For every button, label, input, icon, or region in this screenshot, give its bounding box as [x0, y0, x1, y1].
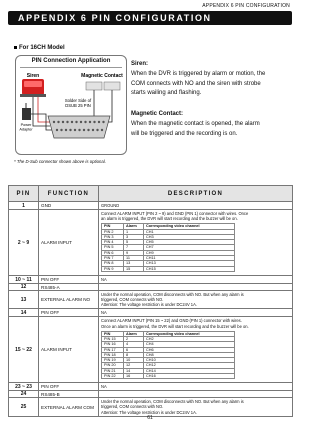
- table-row: [9, 210, 293, 276]
- alarm-channel-cell: CH1: [144, 229, 235, 234]
- pin-cell: 23 ~ 23: [9, 383, 39, 391]
- description-cell: [99, 309, 293, 317]
- function-cell: RS485-A: [39, 284, 99, 291]
- table-row: [9, 317, 293, 383]
- alarm-channel-row: [102, 373, 235, 378]
- alarm-channel-cell: CH13: [144, 261, 235, 266]
- table-row: [9, 275, 293, 283]
- alarm-channel-header-cell: Corresponding video channel: [144, 224, 235, 229]
- alarm-channel-header-cell: PIN: [102, 331, 124, 336]
- alarm-channel-cell: PIN 5: [102, 245, 124, 250]
- pin-connection-diagram: [15, 55, 127, 155]
- siren-icon: [20, 79, 46, 97]
- magnetic-label: Magnetic Contact: [81, 73, 123, 79]
- alarm-channel-cell: PIN 4: [102, 240, 124, 245]
- alarm-channel-cell: 5: [124, 240, 144, 245]
- function-cell: PIN OFF: [39, 309, 99, 317]
- description-line: Once an alarm is triggered, the DVR will start recording and the buzzer will be on.: [101, 323, 249, 329]
- bullet-icon: [14, 46, 17, 49]
- alarm-channel-cell: 9: [124, 250, 144, 255]
- description-cell: [99, 275, 293, 283]
- magnetic-contact-icon: [86, 82, 120, 90]
- alarm-channel-cell: PIN 9: [102, 266, 124, 271]
- alarm-channel-cell: CH5: [144, 240, 235, 245]
- description-line: Connect ALARM INPUT (PIN 15 ~ 22) and GND (PIN 1) connector with wires.: [101, 318, 242, 324]
- description-cell: [99, 317, 293, 383]
- alarm-channel-cell: 16: [124, 373, 144, 378]
- description-line: Connect ALARM INPUT (PIN 2 ~ 9) and GND (PIN 1) connector with wires. Once: [101, 211, 249, 217]
- pin-cell: 25: [9, 398, 39, 416]
- function-cell: PIN OFF: [39, 383, 99, 391]
- power-label-1: Power: [20, 123, 32, 127]
- alarm-channel-cell: PIN 18: [102, 352, 124, 357]
- alarm-channel-cell: PIN 20: [102, 363, 124, 368]
- alarm-channel-header-cell: Alarm: [124, 331, 144, 336]
- alarm-channel-cell: CH6: [144, 347, 235, 352]
- table-row: [9, 202, 293, 210]
- siren-heading: Siren:: [131, 61, 149, 67]
- power-label-2: Adapter: [19, 127, 33, 132]
- pin-cell: 1: [9, 202, 39, 210]
- magnetic-line: When the magnetic contact is opened, the alarm: [131, 120, 260, 127]
- alarm-channel-cell: 11: [124, 256, 144, 261]
- running-header: APPENDIX 6 PIN CONFIGURATION: [202, 3, 290, 9]
- alarm-channel-cell: CH12: [144, 363, 235, 368]
- alarm-channel-cell: CH15: [144, 266, 235, 271]
- table-row: [9, 391, 293, 398]
- pin-cell: 2 ~ 9: [9, 210, 39, 276]
- model-heading-text: For 16CH Model: [19, 45, 65, 51]
- table-row: [9, 291, 293, 309]
- alarm-channel-cell: PIN 19: [102, 358, 124, 363]
- alarm-channel-table: [101, 331, 235, 380]
- description-cell: [99, 202, 293, 210]
- description-line: an alarm is triggered, the DVR will start recording and the buzzer will be on.: [101, 216, 238, 222]
- siren-section: [131, 60, 291, 99]
- function-cell: EXTERNAL ALARM COM: [39, 398, 99, 416]
- alarm-channel-cell: 10: [124, 358, 144, 363]
- alarm-channel-cell: CH11: [144, 256, 235, 261]
- alarm-channel-cell: CH16: [144, 373, 235, 378]
- pin-cell: 24: [9, 391, 39, 398]
- alarm-channel-cell: PIN 17: [102, 347, 124, 352]
- alarm-channel-cell: 1: [124, 229, 144, 234]
- model-heading: [14, 45, 65, 51]
- magnetic-line: will be triggered and the recording is on.: [131, 130, 238, 137]
- header-function: FUNCTION: [39, 186, 99, 202]
- description-line: NA: [101, 384, 107, 390]
- description-line: Under the normal operation, COM disconnects with NO. But when any alarm is: [101, 292, 244, 298]
- alarm-channel-header-cell: Corresponding video channel: [144, 331, 235, 336]
- banner-title: APPENDIX 6 PIN CONFIGURATION: [18, 13, 212, 23]
- pin-cell: 10 ~ 11: [9, 275, 39, 283]
- alarm-channel-cell: CH7: [144, 245, 235, 250]
- alarm-channel-cell: CH9: [144, 250, 235, 255]
- alarm-channel-cell: 3: [124, 234, 144, 239]
- contact-wire-1: [94, 90, 104, 118]
- description-cell: [99, 210, 293, 276]
- alarm-channel-cell: 6: [124, 347, 144, 352]
- solder-label-1: Solder Side of: [64, 98, 92, 103]
- siren-line: When the DVR is triggered by alarm or motion, the: [131, 70, 266, 77]
- pin-cell: 13: [9, 291, 39, 309]
- description-line: NA: [101, 310, 107, 316]
- description-cell: [99, 284, 293, 291]
- description-line: triggered, COM connects with NO.: [101, 297, 164, 303]
- alarm-channel-cell: 4: [124, 342, 144, 347]
- alarm-channel-cell: 13: [124, 261, 144, 266]
- table-row: [9, 309, 293, 317]
- function-cell: ALARM INPUT: [39, 210, 99, 276]
- description-cell: [99, 398, 293, 416]
- alarm-channel-cell: PIN 22: [102, 373, 124, 378]
- alarm-channel-cell: CH14: [144, 368, 235, 373]
- magnetic-section: [131, 110, 291, 139]
- alarm-channel-header-cell: PIN: [102, 224, 124, 229]
- alarm-channel-cell: PIN 15: [102, 336, 124, 341]
- diagram-note: * The D-Sub connector shown above is optional.: [14, 159, 106, 164]
- alarm-channel-cell: 8: [124, 352, 144, 357]
- pin-cell: 12: [9, 284, 39, 291]
- description-line: Under the normal operation, COM disconnects with NO. But when any alarm is: [101, 399, 244, 405]
- alarm-channel-header-cell: Alarm: [124, 224, 144, 229]
- function-cell: ALARM INPUT: [39, 317, 99, 383]
- function-cell: PIN OFF: [39, 275, 99, 283]
- page-number: 61: [147, 415, 153, 421]
- alarm-channel-cell: PIN 3: [102, 234, 124, 239]
- description-cell: [99, 391, 293, 398]
- dsub-connector-icon: [48, 116, 110, 138]
- pin-table: [8, 185, 293, 417]
- alarm-channel-cell: 2: [124, 336, 144, 341]
- header-description: DESCRIPTION: [99, 186, 293, 202]
- alarm-channel-cell: PIN 7: [102, 256, 124, 261]
- alarm-channel-cell: CH8: [144, 352, 235, 357]
- function-cell: RS485-B: [39, 391, 99, 398]
- function-cell: GND: [39, 202, 99, 210]
- table-row: [9, 284, 293, 291]
- description-line: GROUND: [101, 203, 120, 208]
- alarm-channel-table: [101, 223, 235, 272]
- table-header-row: [9, 186, 293, 202]
- description-line: Attention: The voltage restriction is under DC24V 1A.: [101, 409, 197, 415]
- magnetic-heading: Magnetic Contact:: [131, 111, 184, 117]
- pin-cell: 14: [9, 309, 39, 317]
- alarm-channel-cell: CH2: [144, 336, 235, 341]
- table-row: [9, 398, 293, 416]
- alarm-channel-cell: PIN 8: [102, 261, 124, 266]
- siren-label: Siren: [26, 73, 40, 79]
- alarm-channel-cell: 14: [124, 368, 144, 373]
- description-line: Attention: The voltage restriction is under DC24V 1A.: [101, 302, 197, 308]
- diagram-title: PIN Connection Application: [31, 58, 111, 64]
- function-cell: EXTERNAL ALARM NO: [39, 291, 99, 309]
- siren-line: COM connects with NO and the siren with strobe: [131, 80, 261, 87]
- alarm-channel-cell: PIN 6: [102, 250, 124, 255]
- appendix-banner: [8, 11, 292, 25]
- alarm-channel-cell: 15: [124, 266, 144, 271]
- alarm-channel-cell: 12: [124, 363, 144, 368]
- description-cell: [99, 291, 293, 309]
- diagram-illustration: [16, 56, 128, 156]
- alarm-channel-cell: 7: [124, 245, 144, 250]
- pin-cell: 15 ~ 22: [9, 317, 39, 383]
- solder-label-2: DSUB 25 PIN: [65, 103, 91, 108]
- alarm-channel-cell: CH3: [144, 234, 235, 239]
- description-cell: [99, 383, 293, 391]
- power-adapter-icon: [22, 103, 31, 120]
- siren-line: starts wailing and flashing.: [131, 90, 202, 97]
- alarm-channel-cell: PIN 21: [102, 368, 124, 373]
- description-line: triggered, COM connects with NO.: [101, 404, 164, 410]
- alarm-channel-cell: PIN 16: [102, 342, 124, 347]
- alarm-channel-row: [102, 266, 235, 271]
- alarm-channel-cell: CH10: [144, 358, 235, 363]
- table-row: [9, 383, 293, 391]
- description-line: NA: [101, 276, 107, 282]
- header-pin: PIN: [9, 186, 39, 202]
- alarm-channel-cell: CH4: [144, 342, 235, 347]
- alarm-channel-cell: PIN 2: [102, 229, 124, 234]
